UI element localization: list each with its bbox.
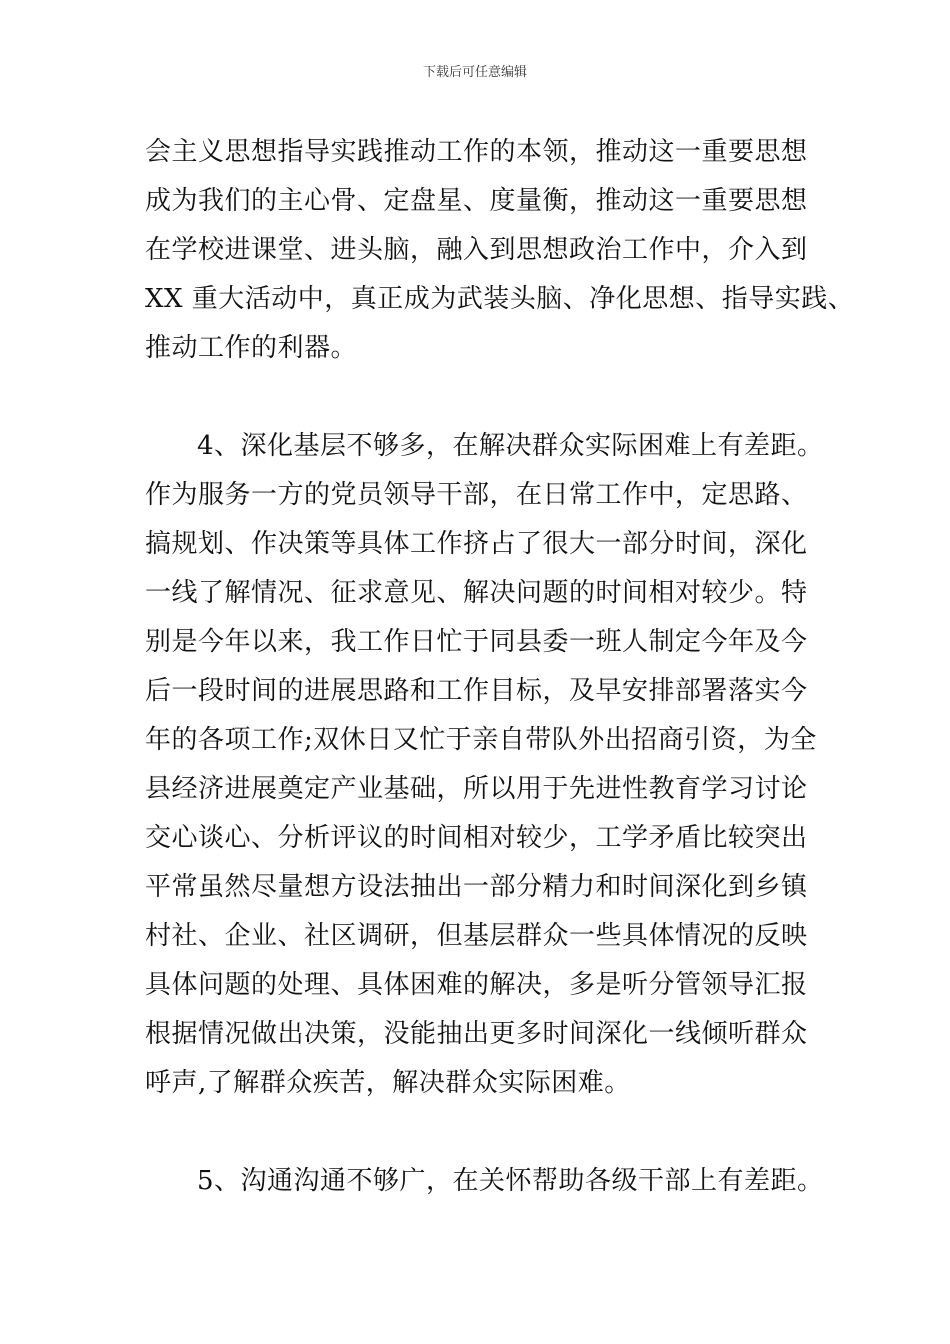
paragraph-heading-line: 5、沟通沟通不够广，在关怀帮助各级干部上有差距。 (197, 1166, 824, 1196)
paragraph-line: 别是今年以来，我工作日忙于同县委一班人制定今年及今 (145, 627, 808, 657)
paragraph-line: 成为我们的主心骨、定盘星、度量衡，推动这一重要思想 (145, 186, 808, 216)
paragraph-line: 村社、企业、社区调研，但基层群众一些具体情况的反映 (145, 921, 808, 951)
paragraph-line: 年的各项工作;双休日又忙于亲自带队外出招商引资，为全 (145, 725, 817, 755)
paragraph-line: 县经济进展奠定产业基础，所以用于先进性教育学习讨论 (145, 774, 808, 804)
paragraph-line: 后一段时间的进展思路和工作目标，及早安排部署落实今 (145, 676, 808, 706)
document-body (145, 128, 855, 1206)
paragraph-line: 作为服务一方的党员领导干部，在日常工作中，定思路、 (145, 480, 808, 510)
page-header: 下载后可任意编辑 (422, 65, 527, 80)
paragraph-line: 交心谈心、分析评议的时间相对较少，工学矛盾比较突出 (145, 823, 808, 853)
paragraph-line: 搞规划、作决策等具体工作挤占了很大一部分时间，深化 (145, 529, 808, 559)
paragraph-line: 根据情况做出决策，没能抽出更多时间深化一线倾听群众 (145, 1019, 808, 1049)
paragraph-line: XX 重大活动中，真正成为武装头脑、净化思想、指导实践、 (145, 284, 855, 314)
paragraph-line: 推动工作的利器。 (145, 333, 358, 363)
paragraph-heading-line: 4、深化基层不够多，在解决群众实际困难上有差距。 (197, 431, 824, 461)
paragraph-line: 具体问题的处理、具体困难的解决，多是听分管领导汇报 (145, 970, 808, 1000)
paragraph-line: 平常虽然尽量想方设法抽出一部分精力和时间深化到乡镇 (145, 872, 808, 902)
paragraph-line: 在学校进课堂、进头脑，融入到思想政治工作中，介入到 (145, 235, 808, 265)
paragraph-gap (145, 373, 835, 422)
paragraph-line: 呼声,了解群众疾苦，解决群众实际困难。 (145, 1068, 631, 1098)
paragraph-line: 会主义思想指导实践推动工作的本领，推动这一重要思想 (145, 137, 808, 167)
paragraph-line: 一线了解情况、征求意见、解决问题的时间相对较少。特 (145, 578, 808, 608)
paragraph-gap (145, 1108, 835, 1157)
